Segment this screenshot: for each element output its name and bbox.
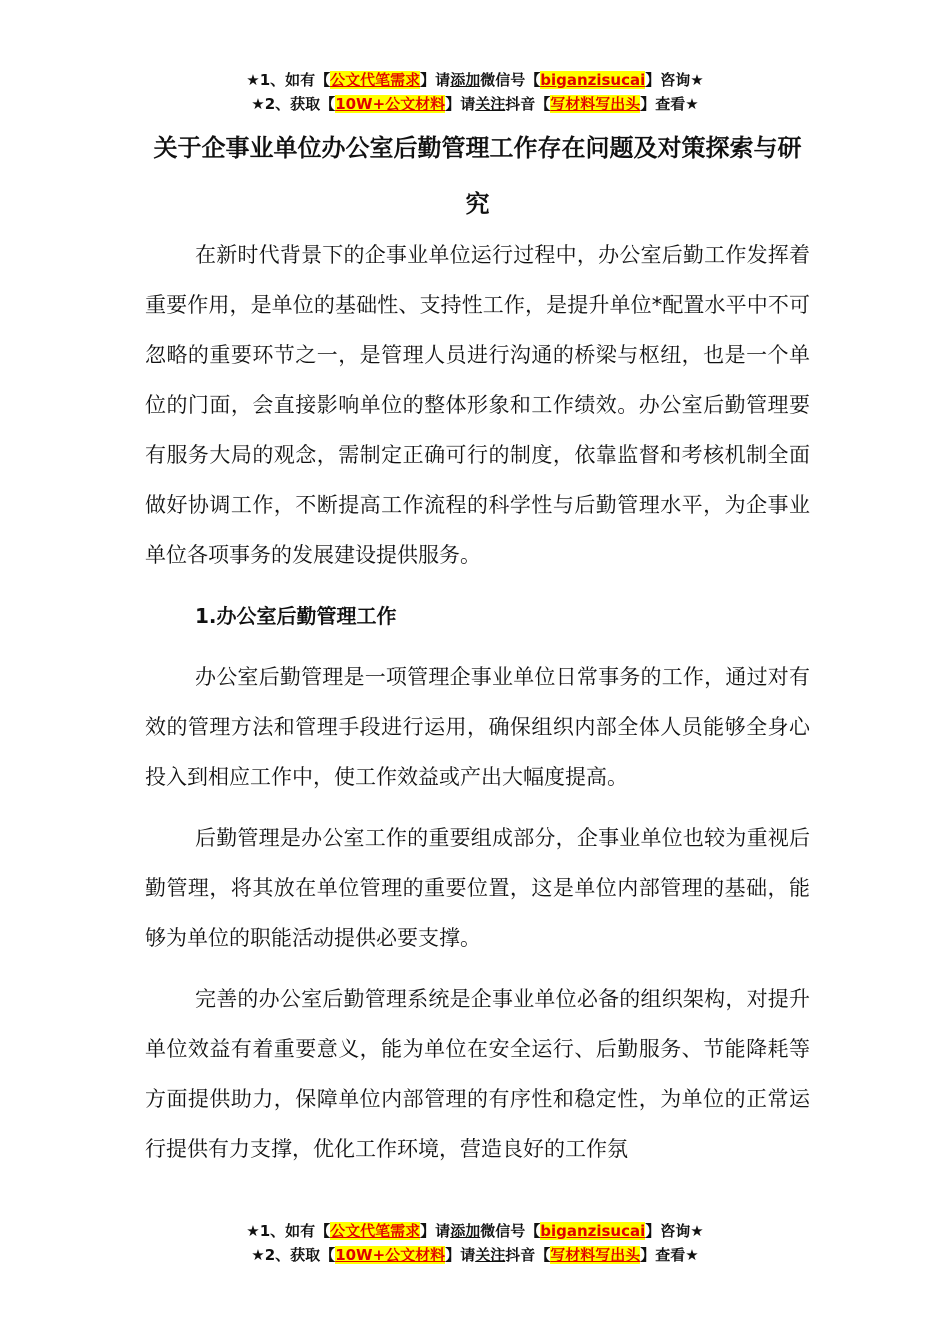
promo-text: 】查看★	[640, 1246, 699, 1264]
promo-text: 抖音【	[505, 1246, 551, 1264]
promo-text: ★2、获取【	[251, 1246, 336, 1264]
promo-wechat-id: biganzisucai	[540, 71, 646, 89]
promo-text: 】请	[420, 1222, 451, 1240]
promo-underlined: 添加	[450, 1222, 481, 1240]
paragraph-intro: 在新时代背景下的企事业单位运行过程中，办公室后勤工作发挥着重要作用，是单位的基础性、支持性工作，是提升单位*配置水平中不可忽略的重要环节之一，是管理人员进行沟通的桥梁与枢纽，也是一个单位的门面，会直接影响单位的整体形象和工作绩效。办公室后勤管理要有服务大局的观念，需制定正确可行的制度，依靠监督和考核机制全面做好协调工作，不断提高工作流程的科学性与后勤管理水平，为企事业单位各项事务的发展建设提供服务。	[145, 243, 810, 567]
promo-text: 微信号【	[480, 1222, 541, 1240]
paragraph: 后勤管理是办公室工作的重要组成部分，企事业单位也较为重视后勤管理，将其放在单位管理的重要位置，这是单位内部管理的基础，能够为单位的职能活动提供必要支撑。	[145, 826, 810, 950]
promo-text: 】咨询★	[645, 71, 704, 89]
promo-line-2	[0, 92, 950, 116]
promo-text: ★2、获取【	[251, 95, 336, 113]
promo-douyin-id: 写材料写出头	[550, 95, 641, 113]
promo-text: 】请	[445, 1246, 476, 1264]
promo-douyin-id: 写材料写出头	[550, 1246, 641, 1264]
promo-wechat-id: biganzisucai	[540, 1222, 646, 1240]
promo-text: 】咨询★	[645, 1222, 704, 1240]
document-body	[145, 230, 810, 1185]
promo-underlined: 添加	[450, 71, 481, 89]
promo-line-1	[0, 1219, 950, 1243]
document-title: 关于企事业单位办公室后勤管理工作存在问题及对策探索与研究	[153, 134, 802, 218]
promo-highlight: 10W+公文材料	[335, 95, 446, 113]
promo-text: 】请	[420, 71, 451, 89]
promo-text: ★1、如有【	[246, 1222, 331, 1240]
promo-text: 抖音【	[505, 95, 551, 113]
promo-highlight: 公文代笔需求	[330, 71, 421, 89]
section-heading-1: 1.办公室后勤管理工作	[195, 604, 397, 628]
promo-text: ★1、如有【	[246, 71, 331, 89]
promo-line-2	[0, 1243, 950, 1267]
promo-text: 】请	[445, 95, 476, 113]
promo-highlight: 公文代笔需求	[330, 1222, 421, 1240]
paragraph: 完善的办公室后勤管理系统是企事业单位必备的组织架构，对提升单位效益有着重要意义，能为单位在安全运行、后勤服务、节能降耗等方面提供助力，保障单位内部管理的有序性和稳定性，为单位的正常运行提供有力支撑，优化工作环境，营造良好的工作氛	[145, 987, 810, 1161]
paragraph: 办公室后勤管理是一项管理企事业单位日常事务的工作，通过对有效的管理方法和管理手段进行运用，确保组织内部全体人员能够全身心投入到相应工作中，使工作效益或产出大幅度提高。	[145, 665, 810, 789]
promo-highlight: 10W+公文材料	[335, 1246, 446, 1264]
promo-line-1	[0, 68, 950, 92]
promo-underlined: 关注	[475, 1246, 506, 1264]
promo-footer	[0, 1219, 950, 1267]
promo-text: 】查看★	[640, 95, 699, 113]
promo-header	[0, 68, 950, 116]
promo-underlined: 关注	[475, 95, 506, 113]
promo-text: 微信号【	[480, 71, 541, 89]
